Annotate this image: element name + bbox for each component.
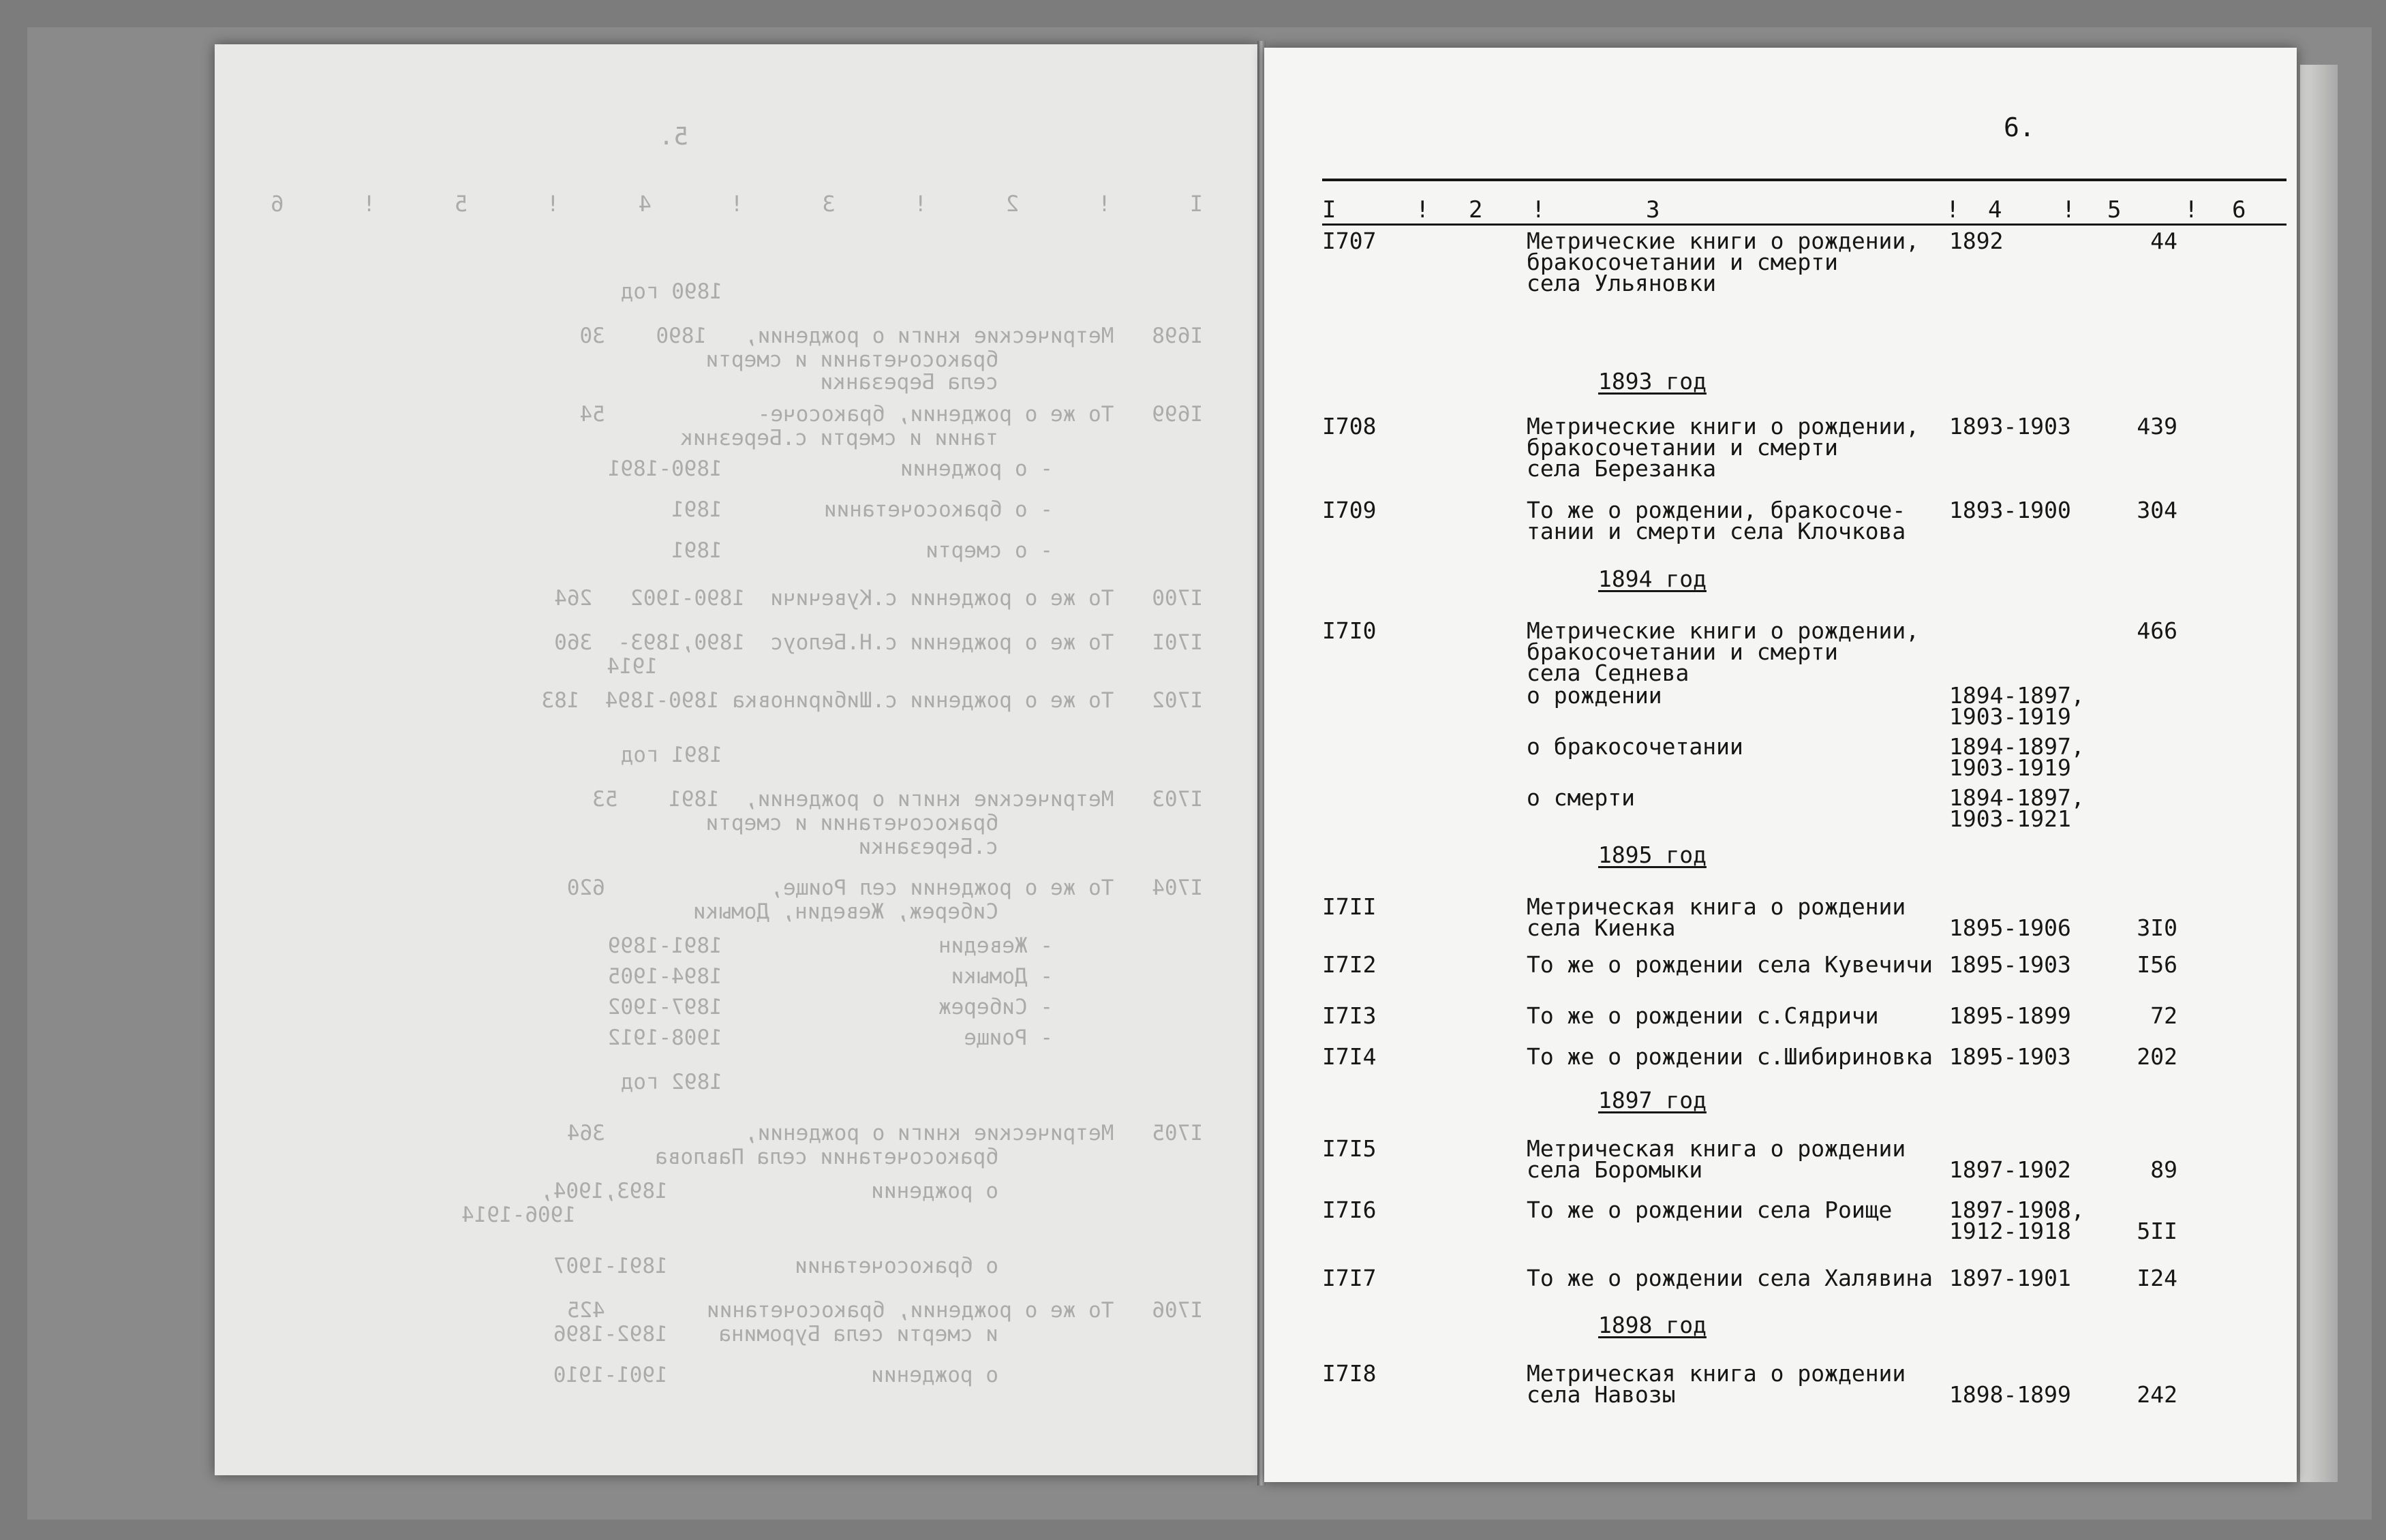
bleed-line: - о смерти 1891 bbox=[671, 538, 1053, 563]
left-page-number: 5. bbox=[658, 123, 688, 151]
entry-years: 1895-1903 bbox=[1949, 951, 2071, 978]
bleed-line: - Роище 1908-1912 bbox=[607, 1026, 1053, 1050]
entry-description: Метрические книги о рождении, бракосочетании и смерти села Березанка bbox=[1527, 413, 1920, 482]
bleed-line: I699 То же о рождении, бракосоче- 54 bbox=[579, 402, 1203, 427]
left-page-bleed-through bbox=[215, 44, 1257, 1475]
bleed-line: - о бракосочетании 1891 bbox=[671, 497, 1053, 522]
bleed-line: - Домыки 1894-1905 bbox=[607, 964, 1053, 989]
entry-description: То же о рождении с.Сядричи bbox=[1527, 1002, 1879, 1029]
entry-count: 44 bbox=[2150, 228, 2177, 254]
bleed-line: о рождении 1893,1904, bbox=[540, 1179, 998, 1203]
entry-number: I7I3 bbox=[1322, 1002, 1377, 1029]
bleed-line: бракосочетании и смерти bbox=[705, 811, 998, 835]
bleed-line: 1892 год bbox=[620, 1070, 722, 1094]
bleed-line: 1914 bbox=[607, 654, 658, 679]
bleed-line: бракосочетании села Павлова bbox=[655, 1145, 998, 1169]
column-header-cell: ! bbox=[2062, 196, 2076, 224]
column-header-cell: ! bbox=[1416, 196, 1430, 224]
entry-description: То же о рождении села Халявина bbox=[1527, 1265, 1933, 1291]
bleed-line: о рождении 1901-1910 bbox=[553, 1363, 998, 1387]
entry-number: I7I5 bbox=[1322, 1135, 1377, 1162]
column-header-cell: 4 bbox=[1988, 196, 2002, 224]
entry-count: 242 bbox=[2137, 1381, 2177, 1408]
entry-years: 1897-1902 bbox=[1949, 1156, 2071, 1183]
top-rule bbox=[1322, 179, 2286, 181]
page-edge bbox=[2300, 65, 2338, 1482]
bleed-line: бракосочетании и смерти bbox=[705, 348, 998, 372]
year-heading: 1893 год bbox=[1598, 368, 1707, 395]
column-header-cell: ! bbox=[1531, 196, 1546, 224]
entry-years: 1898-1899 bbox=[1949, 1381, 2071, 1408]
entry-count: 304 bbox=[2137, 497, 2177, 523]
entry-description: Метрическая книга о рождении села Боромыки bbox=[1527, 1135, 1906, 1183]
entry-number: I7I2 bbox=[1322, 951, 1377, 978]
entry-years: 1894-1897, 1903-1921 bbox=[1949, 784, 2085, 832]
entry-number: I7I6 bbox=[1322, 1197, 1377, 1223]
bleed-line: Сибереж, Жеведин, Домыки bbox=[693, 899, 998, 924]
column-header-cell: 5 bbox=[2107, 196, 2122, 224]
bleed-line: I70I То же о рождении с.Н.Белоус 1890,1893- 360 bbox=[554, 630, 1203, 655]
bleed-line: с.Березанки bbox=[858, 835, 998, 859]
entry-count: 3I0 bbox=[2137, 914, 2177, 941]
column-header-cell: ! bbox=[1946, 196, 1960, 224]
entry-years: 1893-1903 bbox=[1949, 413, 2071, 440]
sub-entry-label: о бракосочетании bbox=[1527, 733, 1743, 760]
entry-years: 1894-1897, 1903-1919 bbox=[1949, 682, 2085, 730]
year-heading: 1895 год bbox=[1598, 842, 1707, 868]
bleed-line: - Сибереж 1897-1902 bbox=[607, 995, 1053, 1019]
entry-years: 1897-1908, 1912-1918 bbox=[1949, 1197, 2085, 1244]
column-header-cell: 2 bbox=[1469, 196, 1483, 224]
entry-years: 1895-1899 bbox=[1949, 1002, 2071, 1029]
right-page bbox=[1264, 48, 2297, 1482]
bleed-line: 1891 год bbox=[620, 743, 722, 767]
entry-number: I7I7 bbox=[1322, 1265, 1377, 1291]
entry-description: То же о рождении с.Шибириновка bbox=[1527, 1043, 1933, 1070]
entry-years: 1893-1900 bbox=[1949, 497, 2071, 523]
entry-description: Метрическая книга о рождении села Киенка bbox=[1527, 893, 1906, 941]
entry-count: 72 bbox=[2150, 1002, 2177, 1029]
bleed-line: - о рождении 1890-1891 bbox=[607, 457, 1053, 481]
bleed-line: I698 Метрические книги о рождении, 1890 30 bbox=[579, 324, 1203, 348]
entry-description: То же о рождении села Роище bbox=[1527, 1197, 1893, 1223]
entry-count: 5II bbox=[2137, 1218, 2177, 1244]
entry-description: Метрическая книга о рождении села Навозы bbox=[1527, 1360, 1906, 1408]
entry-number: I7I0 bbox=[1322, 617, 1377, 644]
bleed-line: I704 То же о рождении сел Роище, 620 bbox=[566, 876, 1203, 900]
entry-description: Метрические книги о рождении, бракосочетании и смерти села Ульяновки bbox=[1527, 228, 1920, 296]
column-header-cell: 3 bbox=[1646, 196, 1660, 224]
entry-years: 1894-1897, 1903-1919 bbox=[1949, 733, 2085, 781]
right-page-content bbox=[1264, 48, 2297, 1482]
bleed-line: 1906-1914 bbox=[461, 1203, 576, 1227]
entry-count: I56 bbox=[2137, 951, 2177, 978]
column-header-cell: ! bbox=[2184, 196, 2199, 224]
entry-number: I707 bbox=[1322, 228, 1377, 254]
year-heading: 1898 год bbox=[1598, 1312, 1707, 1338]
header-rule bbox=[1322, 224, 2286, 226]
entry-count: I24 bbox=[2137, 1265, 2177, 1291]
bleed-line: и смерти села Буромина 1892-1896 bbox=[553, 1322, 998, 1346]
entry-count: 202 bbox=[2137, 1043, 2177, 1070]
bleed-line: I700 То же о рождении с.Кувечичи 1890-1902 264 bbox=[554, 586, 1203, 611]
entry-years: 1895-1903 bbox=[1949, 1043, 2071, 1070]
entry-number: I7I8 bbox=[1322, 1360, 1377, 1387]
entry-count: 89 bbox=[2150, 1156, 2177, 1183]
bleed-line: - Жеведин 1891-1899 bbox=[607, 934, 1053, 958]
entry-count: 439 bbox=[2137, 413, 2177, 440]
sub-entry-label: о смерти bbox=[1527, 784, 1635, 811]
entry-years: 1895-1906 bbox=[1949, 914, 2071, 941]
bleed-line: тании и смерти с.Березник bbox=[680, 426, 998, 450]
year-heading: 1897 год bbox=[1598, 1087, 1707, 1113]
entry-number: I708 bbox=[1322, 413, 1377, 440]
entry-number: I7I4 bbox=[1322, 1043, 1377, 1070]
column-header-cell: I bbox=[1322, 196, 1336, 224]
page-number: 6. bbox=[2004, 112, 2035, 142]
entry-description: То же о рождении села Кувечичи bbox=[1527, 951, 1933, 978]
entry-years: 1892 bbox=[1949, 228, 2004, 254]
entry-number: I709 bbox=[1322, 497, 1377, 523]
entry-count: 466 bbox=[2137, 617, 2177, 644]
entry-description: Метрические книги о рождении, бракосочетании и смерти села Седнева bbox=[1527, 617, 1920, 686]
entry-number: I7II bbox=[1322, 893, 1377, 920]
entry-description: То же о рождении, бракосоче- тании и смерти села Клочкова bbox=[1527, 497, 1906, 544]
bleed-line: села Березанки bbox=[820, 370, 998, 395]
sub-entry-label: о рождении bbox=[1527, 682, 1662, 709]
column-header-cell: 6 bbox=[2232, 196, 2246, 224]
left-column-header: I ! 2 ! 3 ! 4 ! 5 ! 6 bbox=[271, 191, 1203, 217]
bleed-line: 1890 год bbox=[620, 279, 722, 304]
entry-years: 1897-1901 bbox=[1949, 1265, 2071, 1291]
bleed-line: I705 Метрические книги о рождении, 364 bbox=[566, 1121, 1203, 1145]
left-page bbox=[215, 44, 1257, 1475]
bleed-line: I703 Метрические книги о рождении, 1891 53 bbox=[592, 787, 1203, 812]
year-heading: 1894 год bbox=[1598, 566, 1707, 592]
bleed-line: I706 То же о рождении, бракосочетании 425 bbox=[566, 1298, 1203, 1323]
bleed-line: о бракосочетании 1891-1907 bbox=[553, 1254, 998, 1278]
bleed-line: I702 То же о рождении с.Шибириновка 1890-1894 183 bbox=[541, 688, 1203, 713]
